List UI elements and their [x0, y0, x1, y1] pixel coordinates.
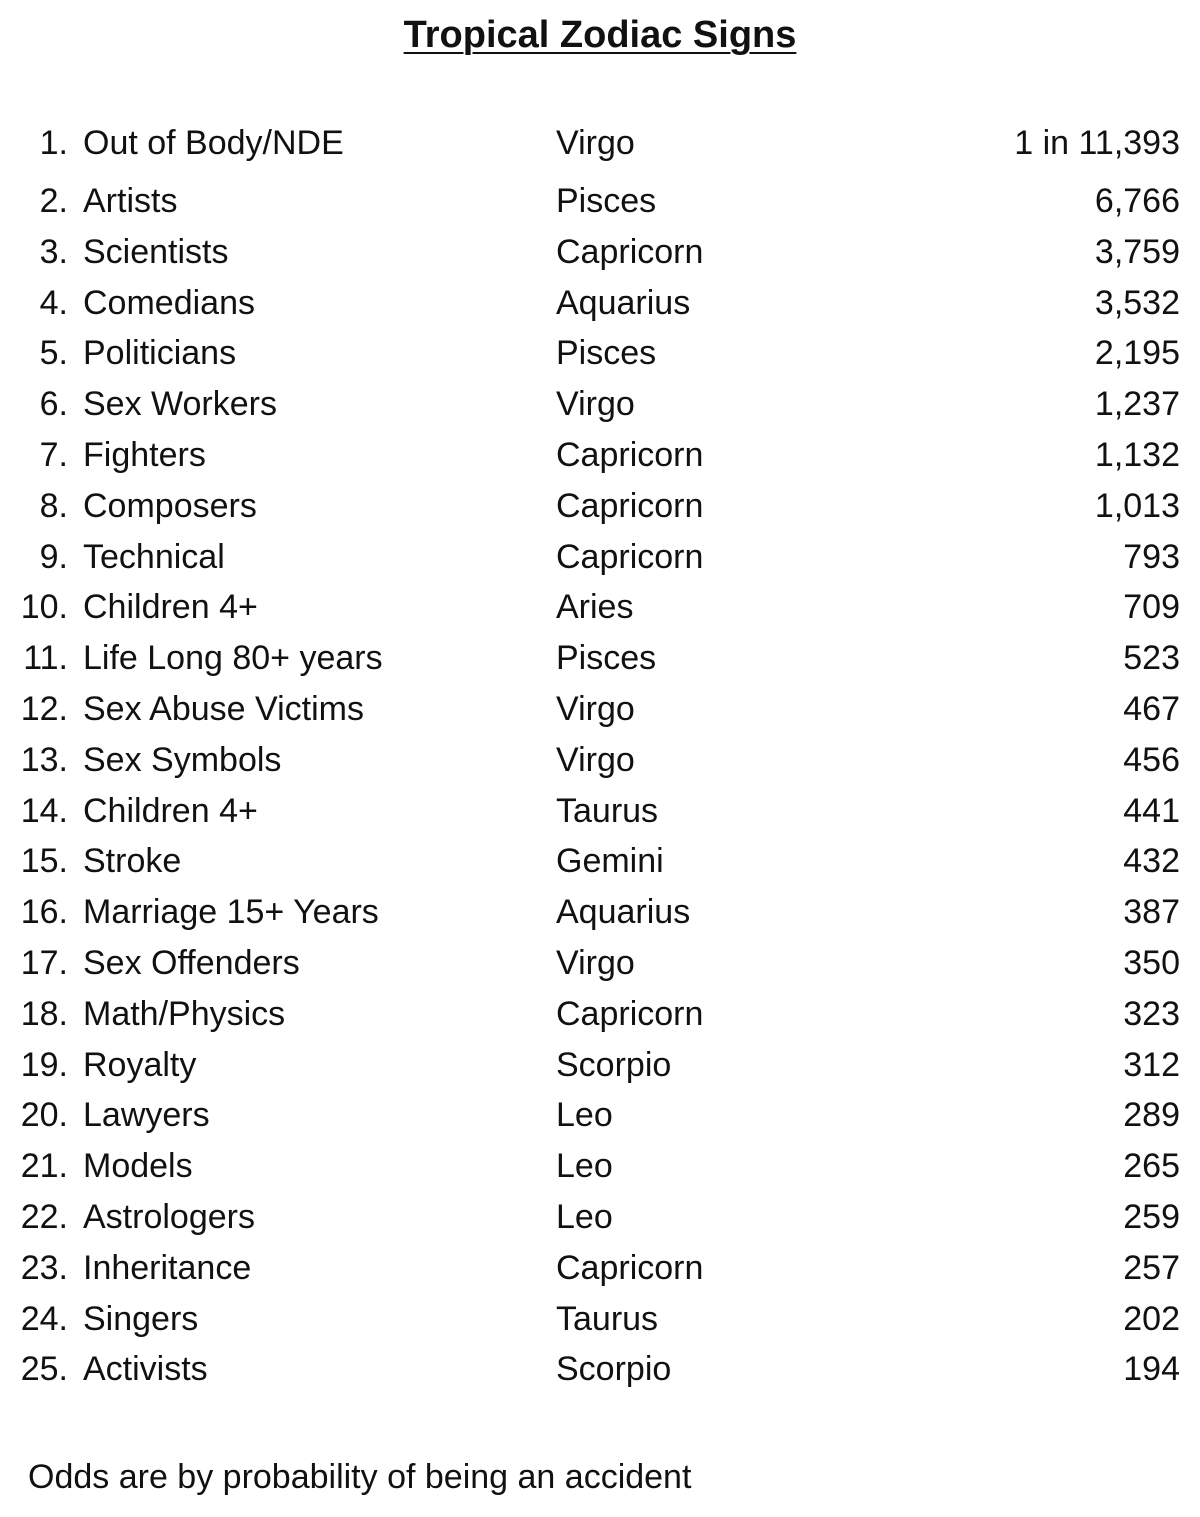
- item-number: 11.: [23, 639, 68, 678]
- item-sign: Pisces: [556, 182, 657, 220]
- item-number: 24.: [20, 1299, 68, 1338]
- item-number: 16.: [20, 893, 68, 932]
- item-number: 25.: [20, 1350, 68, 1389]
- item-odds: 523: [1123, 639, 1180, 678]
- item-sign: Leo: [556, 1147, 613, 1186]
- list-item: [0, 1243, 1200, 1294]
- item-sign: Scorpio: [556, 1350, 672, 1389]
- item-number: 18.: [20, 994, 68, 1033]
- item-number: 5.: [39, 334, 68, 373]
- item-number: 2.: [39, 182, 68, 220]
- item-sign: Aquarius: [556, 283, 691, 322]
- list-item: [0, 278, 1200, 329]
- item-category: Out of Body/NDE: [83, 124, 344, 162]
- item-category: Sex Abuse Victims: [83, 689, 364, 728]
- list-item: [0, 887, 1200, 938]
- item-sign: Leo: [556, 1197, 613, 1236]
- item-odds: 2,195: [1094, 334, 1180, 373]
- list-item: [0, 1192, 1200, 1243]
- item-sign: Leo: [556, 1096, 613, 1135]
- item-category: Lawyers: [83, 1096, 210, 1135]
- list-item: [0, 735, 1200, 786]
- item-category: Sex Symbols: [83, 740, 282, 779]
- item-sign: Virgo: [556, 740, 635, 779]
- item-sign: Capricorn: [556, 486, 704, 525]
- list-item: [0, 1344, 1200, 1395]
- list-item: [0, 938, 1200, 989]
- list-item: [0, 1294, 1200, 1345]
- item-number: 14.: [20, 791, 68, 830]
- item-sign: Taurus: [556, 1299, 659, 1338]
- list-item: [0, 582, 1200, 633]
- item-number: 4.: [39, 283, 68, 322]
- list-item: [0, 481, 1200, 532]
- item-odds: 456: [1123, 740, 1180, 779]
- item-sign: Capricorn: [556, 537, 704, 576]
- item-category: Politicians: [83, 334, 237, 373]
- item-sign: Capricorn: [556, 232, 704, 271]
- item-sign: Capricorn: [556, 1248, 704, 1287]
- item-category: Children 4+: [83, 588, 258, 627]
- item-category: Inheritance: [83, 1248, 252, 1287]
- item-odds: 1,013: [1094, 486, 1180, 525]
- item-odds: 265: [1123, 1147, 1180, 1186]
- item-odds: 1 in 11,393: [1014, 124, 1180, 162]
- item-category: Children 4+: [83, 791, 258, 830]
- item-odds: 467: [1123, 689, 1180, 728]
- zodiac-list: [0, 118, 1200, 1395]
- item-odds: 312: [1123, 1045, 1180, 1084]
- list-item: [0, 379, 1200, 430]
- list-item: [0, 633, 1200, 684]
- item-number: 22.: [20, 1197, 68, 1236]
- list-item: [0, 786, 1200, 837]
- item-sign: Virgo: [556, 124, 635, 162]
- item-number: 17.: [20, 943, 68, 982]
- item-category: Marriage 15+ Years: [83, 893, 379, 932]
- item-sign: Virgo: [556, 943, 635, 982]
- item-sign: Pisces: [556, 334, 657, 373]
- item-number: 7.: [39, 435, 68, 474]
- item-category: Technical: [83, 537, 225, 576]
- item-category: Sex Workers: [83, 385, 277, 424]
- item-number: 20.: [20, 1096, 68, 1135]
- item-number: 19.: [20, 1045, 68, 1084]
- list-item: [0, 118, 1200, 176]
- item-odds: 202: [1123, 1299, 1180, 1338]
- item-odds: 6,766: [1094, 182, 1180, 220]
- item-category: Singers: [83, 1299, 199, 1338]
- item-sign: Pisces: [556, 639, 657, 678]
- item-sign: Gemini: [556, 842, 664, 881]
- item-sign: Aries: [556, 588, 634, 627]
- list-item: [0, 176, 1200, 227]
- item-number: 6.: [39, 385, 68, 424]
- item-odds: 323: [1123, 994, 1180, 1033]
- item-number: 21.: [20, 1147, 68, 1186]
- item-odds: 387: [1123, 893, 1180, 932]
- item-category: Math/Physics: [83, 994, 286, 1033]
- item-number: 8.: [39, 486, 68, 525]
- list-item: [0, 1141, 1200, 1192]
- item-odds: 441: [1123, 791, 1180, 830]
- item-category: Fighters: [83, 435, 206, 474]
- page-title: Tropical Zodiac Signs: [403, 14, 797, 56]
- item-odds: 432: [1123, 842, 1180, 881]
- item-category: Stroke: [83, 842, 182, 881]
- item-sign: Scorpio: [556, 1045, 672, 1084]
- item-odds: 3,532: [1094, 283, 1180, 322]
- item-number: 1.: [39, 124, 68, 162]
- item-sign: Capricorn: [556, 994, 704, 1033]
- item-number: 9.: [39, 537, 68, 576]
- item-sign: Virgo: [556, 385, 635, 424]
- item-category: Life Long 80+ years: [83, 639, 383, 678]
- item-odds: 1,132: [1094, 435, 1180, 474]
- item-category: Activists: [83, 1350, 208, 1389]
- item-odds: 1,237: [1094, 385, 1180, 424]
- item-category: Sex Offenders: [83, 943, 300, 982]
- item-sign: Virgo: [556, 689, 635, 728]
- item-category: Comedians: [83, 283, 255, 322]
- item-category: Royalty: [83, 1045, 197, 1084]
- item-number: 12.: [20, 689, 68, 728]
- item-category: Artists: [83, 182, 178, 220]
- list-item: [0, 430, 1200, 481]
- item-odds: 194: [1123, 1350, 1180, 1389]
- list-item: [0, 1040, 1200, 1091]
- item-sign: Taurus: [556, 791, 659, 830]
- item-number: 10.: [20, 588, 68, 627]
- item-number: 15.: [20, 842, 68, 881]
- item-sign: Capricorn: [556, 435, 704, 474]
- list-item: [0, 328, 1200, 379]
- item-number: 13.: [20, 740, 68, 779]
- item-number: 23.: [20, 1248, 68, 1287]
- list-item: [0, 836, 1200, 887]
- list-item: [0, 532, 1200, 583]
- item-odds: 257: [1123, 1248, 1180, 1287]
- item-category: Astrologers: [83, 1197, 255, 1236]
- item-number: 3.: [39, 232, 68, 271]
- list-item: [0, 989, 1200, 1040]
- list-item: [0, 684, 1200, 735]
- item-odds: 709: [1123, 588, 1180, 627]
- item-odds: 793: [1123, 537, 1180, 576]
- item-odds: 350: [1123, 943, 1180, 982]
- item-category: Models: [83, 1147, 193, 1186]
- list-item: [0, 1090, 1200, 1141]
- footnote: Odds are by probability of being an accident: [28, 1458, 692, 1496]
- item-category: Composers: [83, 486, 257, 525]
- item-category: Scientists: [83, 232, 229, 271]
- item-odds: 289: [1123, 1096, 1180, 1135]
- item-odds: 3,759: [1094, 232, 1180, 271]
- item-odds: 259: [1123, 1197, 1180, 1236]
- item-sign: Aquarius: [556, 893, 691, 932]
- list-item: [0, 227, 1200, 278]
